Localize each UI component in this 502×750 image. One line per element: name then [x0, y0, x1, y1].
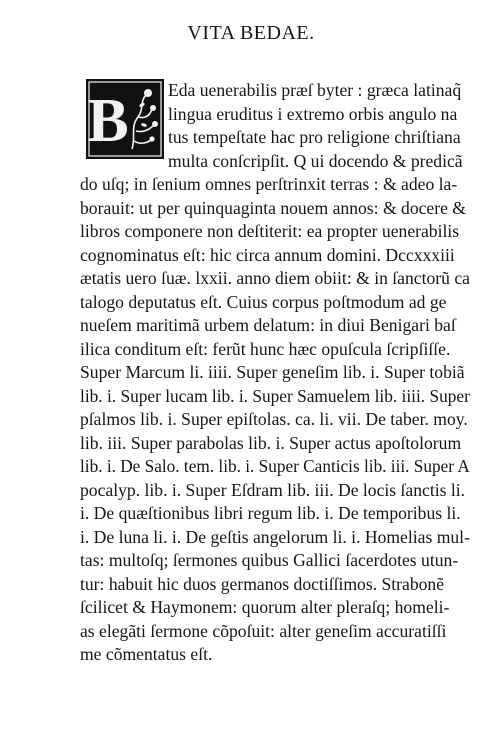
- text-line: nueſem maritimã urbem delatum: in diui Benigari baſ: [80, 315, 456, 335]
- text-line: lingua eruditus i extremo orbis angulo na: [168, 104, 458, 124]
- page-title: VITA BEDAE.: [187, 22, 315, 44]
- ornamental-initial-icon: [86, 79, 164, 159]
- decorated-initial-b: [86, 79, 164, 159]
- text-line: pſalmos lib. i. Super epiſtolas. ca. li. vii. De taber. moy.: [80, 409, 468, 429]
- text-line: lib. iii. Super parabolas lib. i. Super actus apoſtolorum: [80, 433, 462, 453]
- text-line: borauit: ut per quinquaginta nouem annos: & docere &: [80, 198, 466, 218]
- text-line: libros componere non deſtiterit: ea propter uenerabilis: [80, 221, 460, 241]
- text-line: as elegãti ſermone cõpoſuit: alter geneſim accuratiſſi: [80, 621, 447, 641]
- text-line: Super Marcum li. iiii. Super geneſim lib. i. Super tobiã: [80, 362, 465, 382]
- text-line: multa conſcripſit. Q ui docendo & predicã: [168, 151, 463, 171]
- text-line: ſcilicet & Haymonem: quorum alter pleraſq; homeli-: [80, 597, 450, 617]
- text-line: cognominatus eſt: hic circa annum domini. Dccxxxiii: [80, 245, 455, 265]
- text-line: lib. i. Super lucam lib. i. Super Samuelem lib. iiii. Super: [80, 386, 470, 406]
- initial-letter: B: [87, 87, 129, 155]
- text-line: tas: multoſq; ſermones quibus Gallici ſacerdotes utun-: [80, 550, 459, 570]
- text-line: talogo deputatus eſt. Cuius corpus poſtmodum ad ge: [80, 292, 447, 312]
- text-line: do uſq; in ſenium omnes perſtrinxit terras : & adeo la-: [80, 174, 458, 194]
- text-line: lib. i. De Salo. tem. lib. i. Super Canticis lib. iii. Super A: [80, 456, 470, 476]
- text-line: me cõmentatus eſt.: [80, 644, 213, 664]
- text-line: Eda uenerabilis præſ byter : græca latinaq̃: [168, 80, 462, 100]
- text-line: i. De quæſtionibus libri regum lib. i. De temporibus li.: [80, 503, 461, 523]
- text-line: i. De luna li. i. De geſtis angelorum li. i. Homelias mul-: [80, 527, 470, 547]
- text-line: tur: habuit hic duos germanos doctiſſimos. Strabonẽ: [80, 574, 445, 594]
- text-line: pocalyp. lib. i. Super Eſdram lib. iii. De locis ſanctis li.: [80, 480, 466, 500]
- text-line: tus tempeſtate hac pro religione chriſtiana: [168, 127, 461, 147]
- text-line: ilica conditum eſt: ferũt hunc hæc opuſcula ſcripſiſſe.: [80, 339, 451, 359]
- text-line: ætatis uero ſuæ. lxxii. anno diem obiit: & in ſanctorũ ca: [80, 268, 470, 288]
